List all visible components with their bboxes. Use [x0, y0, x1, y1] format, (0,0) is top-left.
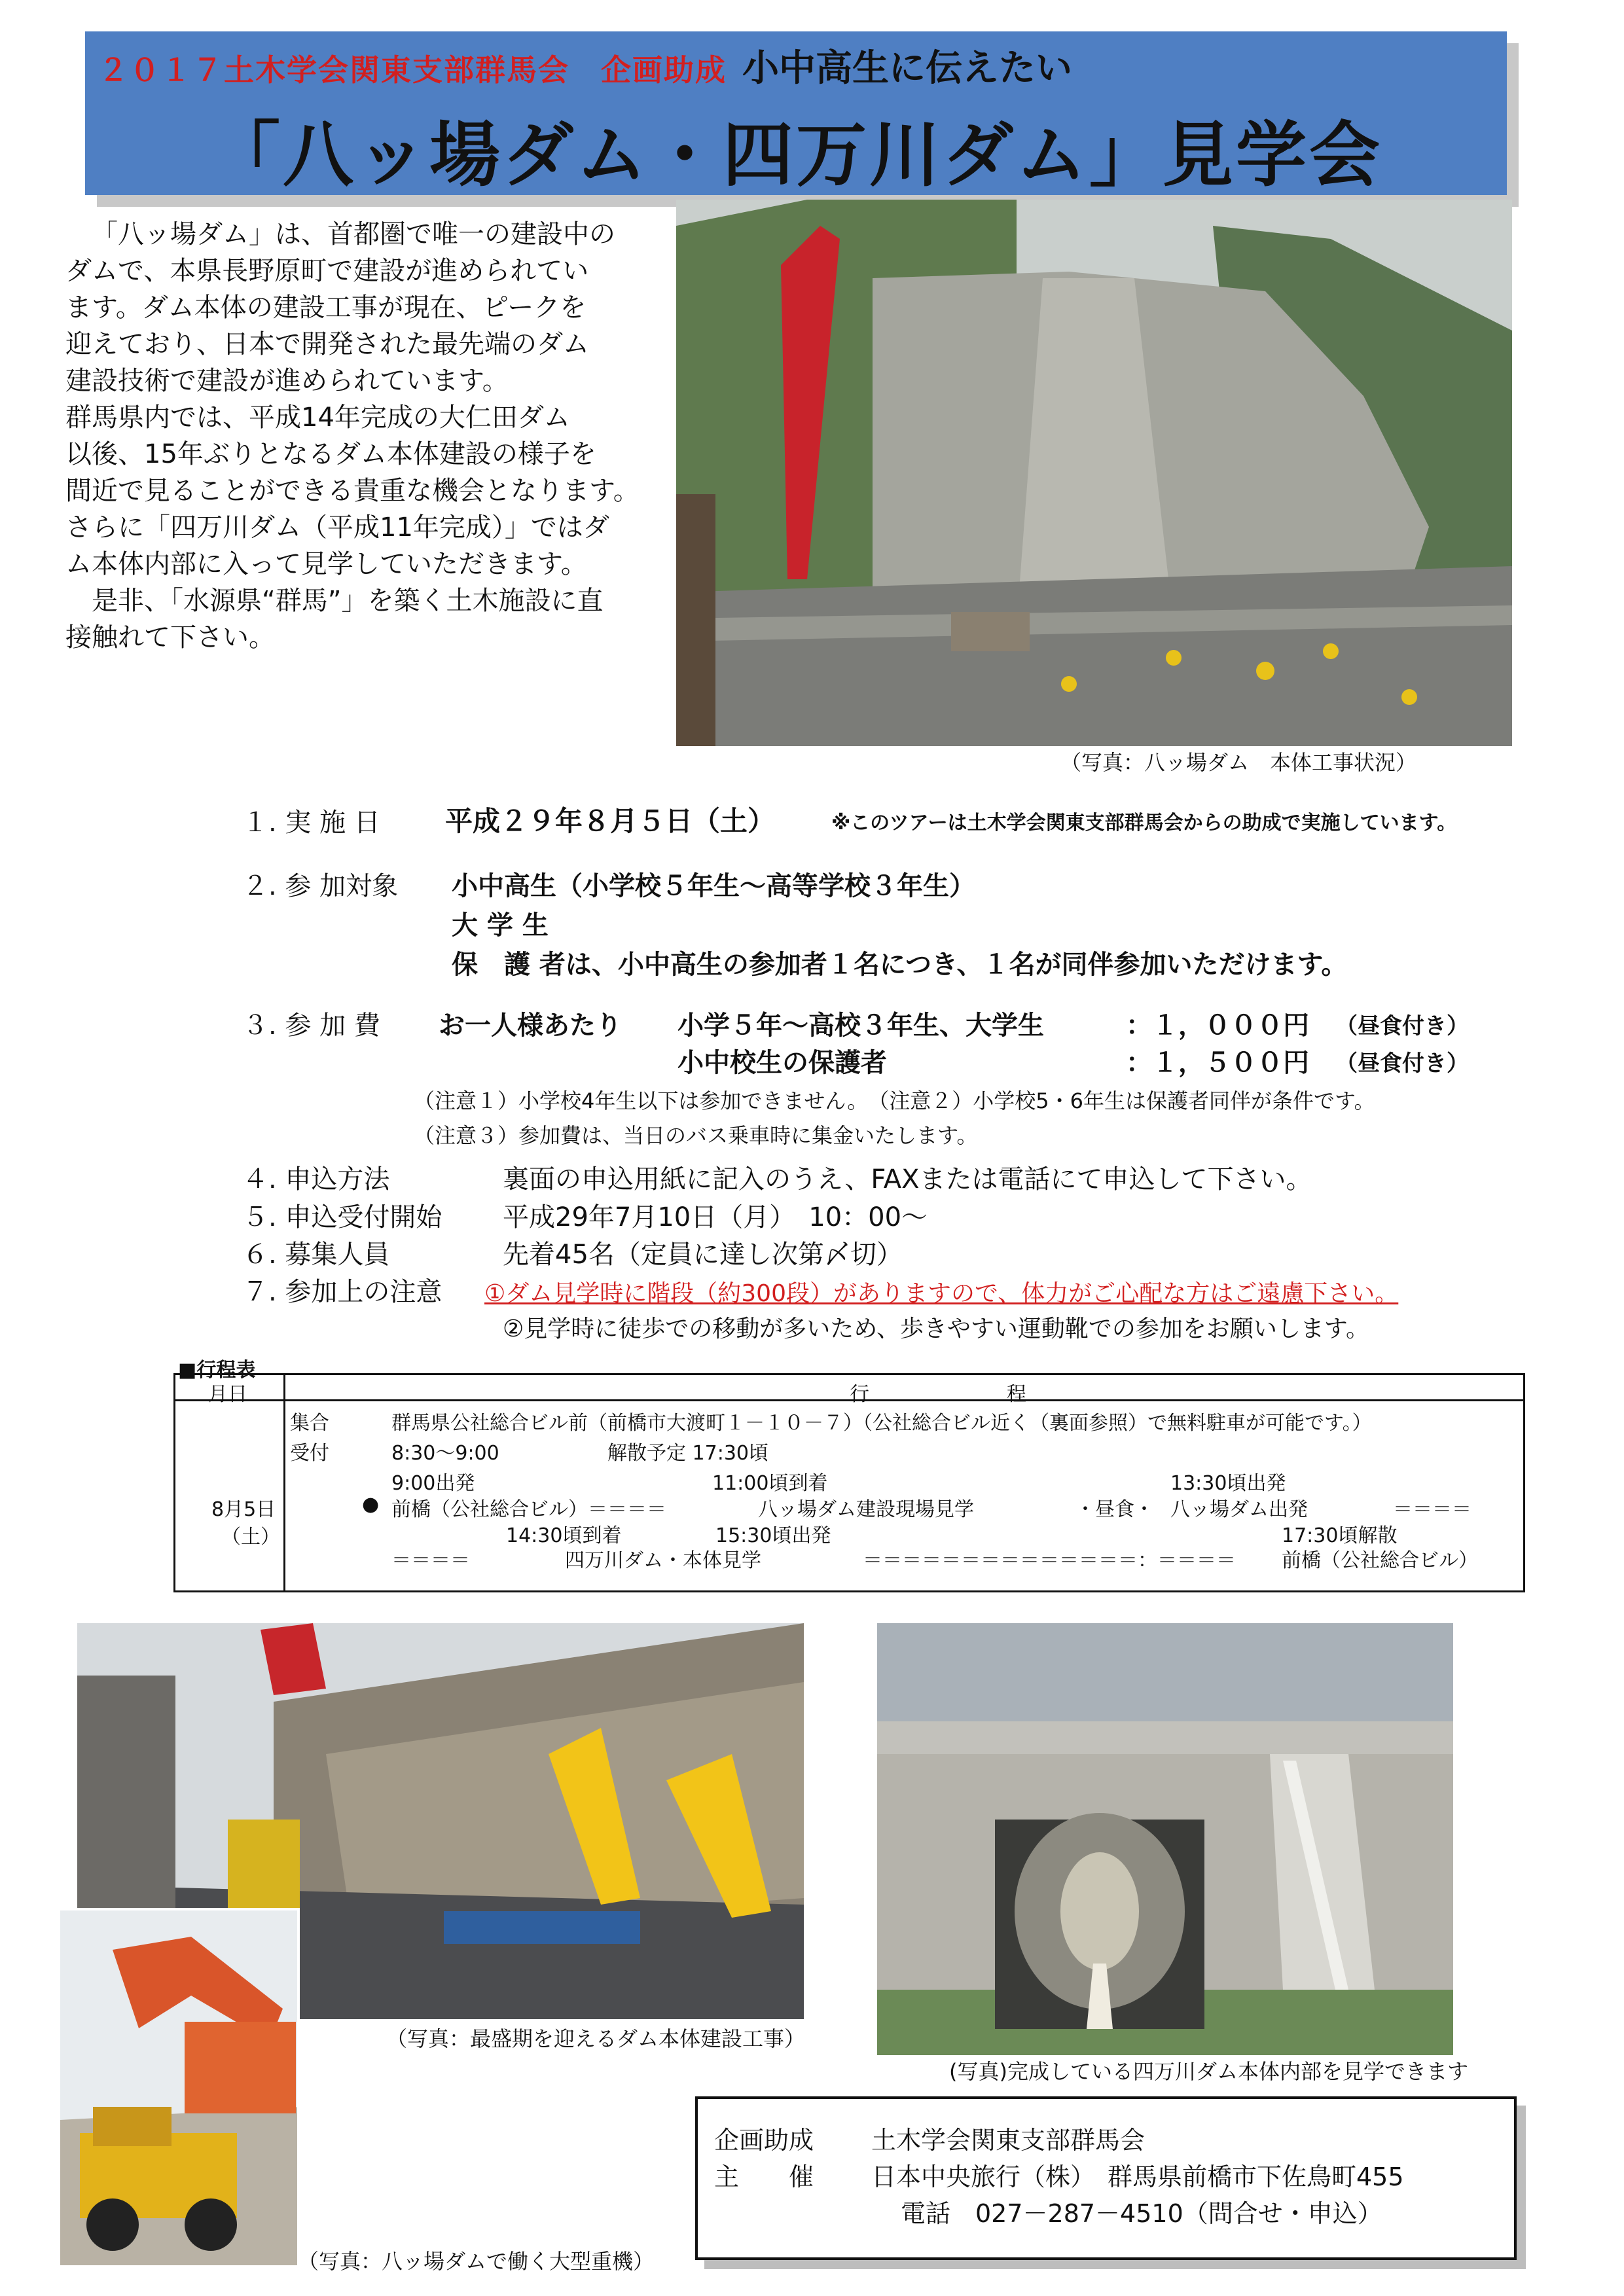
intro-line: 群馬県内では、平成14年完成の大仁田ダム [65, 403, 570, 433]
intro-line: さらに「四万川ダム（平成11年完成）」ではダ [65, 512, 609, 543]
fee-student-who: 小学５年～高校３年生、大学生 [677, 1011, 1044, 1041]
fee-note-1-2: （注意１）小学校4年生以下は参加できません。 （注意２）小学校5・6年生は保護者同伴が条件です。 [414, 1088, 1375, 1113]
reception-time: 8:30～9:00 [391, 1442, 499, 1465]
route1-destination: 八ッ場ダム建設現場見学 [758, 1498, 974, 1521]
fee-guardian-meal: （昼食付き） [1335, 1050, 1469, 1077]
header-subtitle [98, 39, 1072, 92]
route1-lunch: ・昼食・ [1075, 1498, 1154, 1521]
time-depart-shima: 15:30頃出発 [715, 1524, 831, 1547]
subtitle-sponsor: ２０１７土木学会関東支部群馬会 企画助成 [98, 52, 727, 88]
item1-label: １. 実 施 日 [242, 808, 380, 838]
fee-student-meal: （昼食付き） [1335, 1013, 1469, 1039]
time-dismiss: 17:30頃解散 [1282, 1524, 1398, 1547]
item7-label: ７. 参加上の注意 [242, 1277, 442, 1307]
intro-line: 建設技術で建設が進められています。 [65, 366, 509, 396]
time-depart: 9:00出発 [391, 1472, 475, 1495]
subsidy-note: ※このツアーは土木学会関東支部群馬会からの助成で実施しています。 [831, 812, 1457, 834]
route1-start: 前橋（公社総合ビル）＝＝＝＝ [391, 1498, 666, 1521]
schedule-bullet: ● [362, 1493, 380, 1516]
intro-line: 接触れて下さい。 [65, 622, 275, 653]
intro-line: ます。ダム本体の建設工事が現在、ピークを [65, 293, 586, 323]
schedule-table [173, 1373, 1525, 1592]
dam-construction-illustration [676, 200, 1512, 746]
fee-guardian-price: ：１，５００円 [1126, 1048, 1309, 1078]
organizer-box [695, 2096, 1517, 2260]
item6-label: ６. 募集人員 [242, 1240, 390, 1270]
schedule-date: 8月5日 [211, 1498, 276, 1521]
organizer-label: 主 催 [714, 2162, 814, 2191]
schedule-col-route: 行 程 [850, 1383, 1026, 1406]
intro-text [65, 216, 668, 656]
dismissal-plan: 解散予定 17:30頃 [607, 1442, 768, 1465]
main-photo-caption: （写真：八ッ場ダム 本体工事状況） [1060, 750, 1417, 775]
heavy-machine-photo [58, 1908, 300, 2268]
intro-line: ム本体内部に入って見学していただきます。 [65, 549, 587, 579]
gather-location: 群馬県公社総合ビル前（前橋市大渡町１－１０－７）（公社総合ビル近く（裏面参照）で無料駐車が可能です。） [391, 1412, 1372, 1435]
target-university: 大 学 生 [452, 910, 549, 941]
sponsor-org: 土木学会関東支部群馬会 [871, 2126, 1146, 2155]
intro-line: 迎えており、日本で開発された最先端のダム [65, 329, 589, 359]
gather-label: 集合 [290, 1412, 329, 1435]
machine-photo-caption: （写真：八ッ場ダムで働く大型重機） [298, 2249, 655, 2274]
shimanto-photo-caption: (写真)完成している四万川ダム本体内部を見学できます [949, 2059, 1468, 2084]
route2-arrow-start: ＝＝＝＝ [391, 1549, 470, 1572]
intro-line: 是非、「水源県“群馬”」を築く土木施設に直 [92, 586, 604, 616]
intro-line: 間近で見ることができる貴重な機会となります。 [65, 476, 640, 506]
page-title: 「八ッ場ダム・四万川ダム」見学会 [209, 115, 1382, 196]
shimanto-dam-illustration [877, 1623, 1453, 2055]
target-guardians: 保 護 者は、小中高生の参加者１名につき、１名が同伴参加いただけます。 [452, 950, 1348, 980]
phone-contact: 電話 027－287－4510（問合せ・申込） [901, 2199, 1382, 2228]
schedule-column-divider [283, 1375, 285, 1590]
schedule-label: ■行程表 [178, 1359, 256, 1382]
target-students: 小中高生（小学校５年生～高等学校３年生） [452, 871, 975, 901]
dam-construction-photo [676, 200, 1512, 746]
fee-student-price: ：１，０００円 [1126, 1011, 1309, 1041]
caution-shoes: ②見学時に徒歩での移動が多いため、歩きやすい運動靴での参加をお願いします。 [503, 1316, 1369, 1342]
sponsor-label: 企画助成 [714, 2126, 814, 2155]
intro-line: 以後、15年ぶりとなるダム本体建設の様子を [65, 439, 596, 469]
heavy-machine-illustration [60, 1910, 300, 2268]
item3-label: ３. 参 加 費 [242, 1011, 380, 1041]
route1-arrow: ＝＝＝＝ [1393, 1498, 1471, 1521]
route2-destination: 四万川ダム・本体見学 [565, 1549, 761, 1572]
shimanto-dam-photo [877, 1623, 1453, 2055]
application-start: 平成29年7月10日（月） 10：00～ [503, 1202, 928, 1232]
fee-guardian-who: 小中校生の保護者 [677, 1048, 887, 1078]
time-depart-yamba: 13:30頃出発 [1170, 1472, 1286, 1495]
fee-note-3: （注意３）参加費は、当日のバス乗車時に集金いたします。 [414, 1123, 978, 1148]
fee-prefix: お一人様あたり [439, 1011, 622, 1041]
item2-label: ２. 参 加対象 [242, 871, 399, 901]
time-arrive-shima: 14:30頃到着 [506, 1524, 622, 1547]
organizer-name-address: 日本中央旅行（株） 群馬県前橋市下佐鳥町455 [871, 2162, 1404, 2191]
application-method: 裏面の申込用紙に記入のうえ、FAXまたは電話にて申込して下さい。 [503, 1164, 1312, 1194]
capacity: 先着45名（定員に達し次第〆切） [503, 1240, 903, 1270]
time-arrive-yamba: 11:00頃到着 [712, 1472, 828, 1495]
route2-arrows: ＝＝＝＝＝＝＝＝＝＝＝＝＝＝：＝＝＝＝ [863, 1549, 1236, 1572]
intro-line: 「八ッ場ダム」は、首都圏で唯一の建設中の [92, 219, 615, 249]
route1-depart: 八ッ場ダム出発 [1170, 1498, 1308, 1521]
construction-photo-caption: （写真：最盛期を迎えるダム本体建設工事） [386, 2026, 806, 2051]
item5-label: ５. 申込受付開始 [242, 1202, 442, 1232]
item4-label: ４. 申込方法 [242, 1164, 390, 1194]
intro-line: ダムで、本県長野原町で建設が進められてい [65, 256, 589, 286]
caution-stairs: ①ダム見学時に階段（約300段）がありますので、体力がご心配な方はご遠慮下さい。 [484, 1280, 1399, 1307]
event-date: 平成２９年８月５日（土） [445, 805, 776, 837]
reception-label: 受付 [290, 1442, 329, 1465]
route2-end: 前橋（公社総合ビル） [1282, 1549, 1478, 1572]
schedule-weekday: （土） [221, 1526, 280, 1549]
subtitle-audience: 小中高生に伝えたい [742, 47, 1072, 90]
schedule-col-date: 月日 [208, 1383, 247, 1406]
